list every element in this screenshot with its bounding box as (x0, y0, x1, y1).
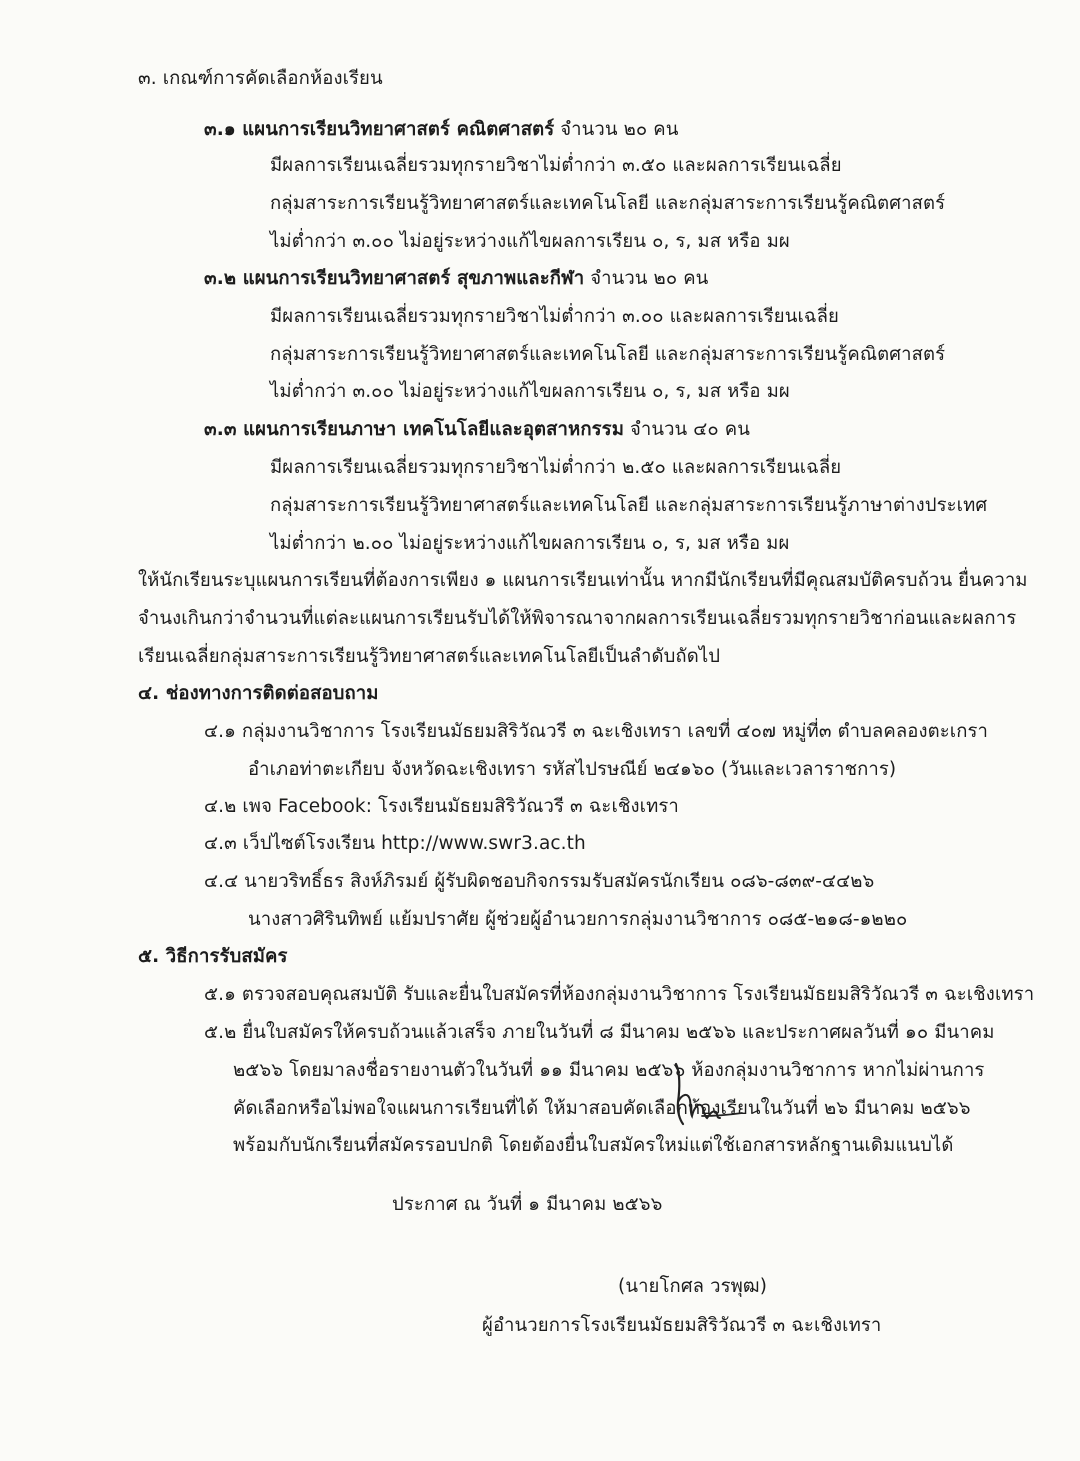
section-3-heading: ๓. เกณฑ์การคัดเลือกห้องเรียน (138, 68, 383, 89)
plan-3-3-count: จำนวน ๔๐ คน (624, 419, 750, 440)
apply-5-2-line-4: พร้อมกับนักเรียนที่สมัครรอบปกติ โดยต้องยื่นใบสมัครใหม่แต่ใช้เอกสารหลักฐานเดิมแนบได้ (233, 1135, 954, 1156)
contact-4-3: ๔.๓ เว็ปไซต์โรงเรียน http://www.swr3.ac.th (204, 833, 586, 854)
plan-3-2-count: จำนวน ๒๐ คน (584, 268, 709, 289)
apply-5-2-line-2: ๒๕๖๖ โดยมาลงชื่อรายงานตัวในวันที่ ๑๑ มีนาคม ๒๕๖๖ ห้องกลุ่มงานวิชาการ หากไม่ผ่านการ (233, 1060, 985, 1081)
section-4-heading: ๔. ช่องทางการติดต่อสอบถาม (138, 683, 379, 704)
contact-4-4-line-1: ๔.๔ นายวริทธิ์ธร สิงห์ภิรมย์ ผู้รับผิดชอบกิจกรรมรับสมัครนักเรียน ๐๘๖-๘๓๙-๔๔๒๖ (204, 871, 875, 892)
plan-3-1-line-2: กลุ่มสาระการเรียนรู้วิทยาศาสตร์และเทคโนโลยี และกลุ่มสาระการเรียนรู้คณิตศาสตร์ (270, 193, 946, 214)
contact-4-2: ๔.๒ เพจ Facebook: โรงเรียนมัธยมสิริวัณวรี ๓ ฉะเชิงเทรา (204, 796, 679, 817)
plan-3-2-title: ๓.๒ แผนการเรียนวิทยาศาสตร์ สุขภาพและกีฬา (204, 268, 585, 289)
contact-4-4-line-2: นางสาวศิรินทิพย์ แย้มปราศัย ผู้ช่วยผู้อำนวยการกลุ่มงานวิชาการ ๐๘๕-๒๑๘-๑๒๒๐ (248, 909, 908, 930)
plan-3-1-line-3: ไม่ต่ำกว่า ๓.๐๐ ไม่อยู่ระหว่างแก้ไขผลการเรียน ๐, ร, มส หรือ มผ (270, 231, 790, 252)
plan-3-2-line-2: กลุ่มสาระการเรียนรู้วิทยาศาสตร์และเทคโนโลยี และกลุ่มสาระการเรียนรู้คณิตศาสตร์ (270, 344, 946, 365)
plan-3-1-line-1: มีผลการเรียนเฉลี่ยรวมทุกรายวิชาไม่ต่ำกว่า ๓.๕๐ และผลการเรียนเฉลี่ย (270, 155, 842, 176)
plan-3-1-heading (204, 117, 678, 143)
plan-3-3-line-1: มีผลการเรียนเฉลี่ยรวมทุกรายวิชาไม่ต่ำกว่า ๒.๕๐ และผลการเรียนเฉลี่ย (270, 457, 842, 478)
section-5-heading: ๕. วิธีการรับสมัคร (138, 946, 288, 967)
handwritten-signature (662, 1058, 748, 1132)
signer-name: (นายโกศล วรพุฒ) (618, 1276, 768, 1297)
plan-3-2-heading (204, 266, 708, 292)
selection-note-line-1: ให้นักเรียนระบุแผนการเรียนที่ต้องการเพียง ๑ แผนการเรียนเท่านั้น หากมีนักเรียนที่มีคุณสมบัติครบถ้วน ยื่นความ (138, 570, 1028, 591)
contact-4-1-line-1: ๔.๑ กลุ่มงานวิชาการ โรงเรียนมัธยมสิริวัณวรี ๓ ฉะเชิงเทรา เลขที่ ๔๐๗ หมู่ที่๓ ตำบลคลองตะเกรา (204, 721, 989, 742)
apply-5-2-line-1: ๕.๒ ยื่นใบสมัครให้ครบถ้วนแล้วเสร็จ ภายในวันที่ ๘ มีนาคม ๒๕๖๖ และประกาศผลวันที่ ๑๐ มีนาคม (204, 1022, 995, 1043)
plan-3-3-heading (204, 417, 750, 443)
plan-3-2-line-1: มีผลการเรียนเฉลี่ยรวมทุกรายวิชาไม่ต่ำกว่า ๓.๐๐ และผลการเรียนเฉลี่ย (270, 306, 839, 327)
signer-title: ผู้อำนวยการโรงเรียนมัธยมสิริวัณวรี ๓ ฉะเชิงเทรา (482, 1315, 882, 1336)
contact-4-1-line-2: อำเภอท่าตะเกียบ จังหวัดฉะเชิงเทรา รหัสไปรษณีย์ ๒๔๑๖๐ (วันและเวลาราชการ) (248, 759, 897, 780)
plan-3-3-title: ๓.๓ แผนการเรียนภาษา เทคโนโลยีและอุตสาหกรรม (204, 419, 625, 440)
plan-3-1-count: จำนวน ๒๐ คน (554, 119, 679, 140)
plan-3-2-line-3: ไม่ต่ำกว่า ๓.๐๐ ไม่อยู่ระหว่างแก้ไขผลการเรียน ๐, ร, มส หรือ มผ (270, 381, 790, 402)
selection-note-line-2: จำนงเกินกว่าจำนวนที่แต่ละแผนการเรียนรับได้ให้พิจารณาจากผลการเรียนเฉลี่ยรวมทุกรายวิชาก่อนและผลการ (138, 608, 1017, 629)
announcement-date: ประกาศ ณ วันที่ ๑ มีนาคม ๒๕๖๖ (392, 1194, 663, 1215)
apply-5-2-line-3: คัดเลือกหรือไม่พอใจแผนการเรียนที่ได้ ให้มาสอบคัดเลือกห้องเรียนในวันที่ ๒๖ มีนาคม ๒๕๖๖ (233, 1098, 971, 1119)
plan-3-3-line-2: กลุ่มสาระการเรียนรู้วิทยาศาสตร์และเทคโนโลยี และกลุ่มสาระการเรียนรู้ภาษาต่างประเทศ (270, 495, 988, 516)
selection-note-line-3: เรียนเฉลี่ยกลุ่มสาระการเรียนรู้วิทยาศาสตร์และเทคโนโลยีเป็นลำดับถัดไป (138, 646, 721, 667)
plan-3-3-line-3: ไม่ต่ำกว่า ๒.๐๐ ไม่อยู่ระหว่างแก้ไขผลการเรียน ๐, ร, มส หรือ มผ (270, 533, 790, 554)
apply-5-1: ๕.๑ ตรวจสอบคุณสมบัติ รับและยื่นใบสมัครที่ห้องกลุ่มงานวิชาการ โรงเรียนมัธยมสิริวัณวรี ๓ ฉะเชิงเทรา (204, 984, 1035, 1005)
plan-3-1-title: ๓.๑ แผนการเรียนวิทยาศาสตร์ คณิตศาสตร์ (204, 119, 555, 140)
